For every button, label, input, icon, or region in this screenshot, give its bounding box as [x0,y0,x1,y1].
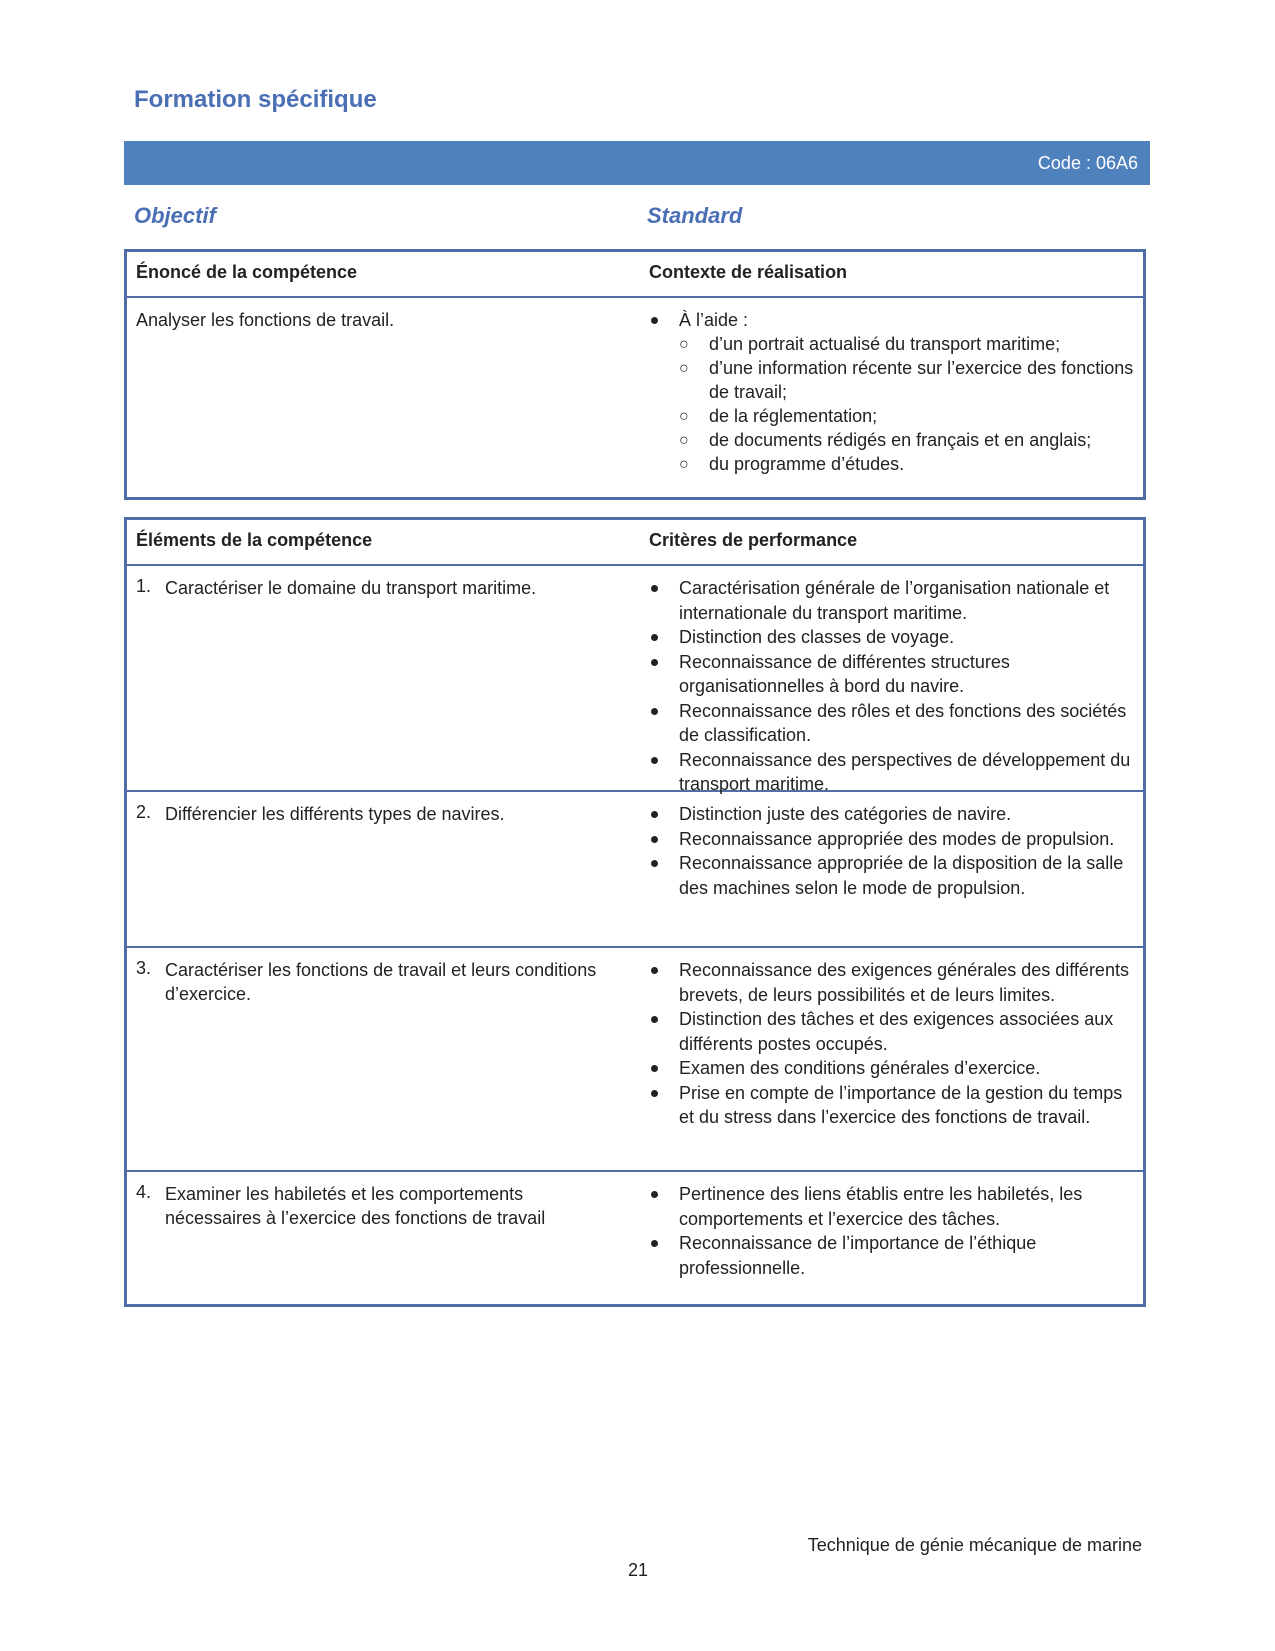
bullet-icon [651,811,658,818]
bullet-icon [651,1090,658,1097]
code-bar [124,141,1150,185]
criterion-text: Reconnaissance de l’importance de l’éthique professionnelle. [679,1233,1037,1278]
aide-intro [649,308,1139,332]
criterion-item [649,1081,1141,1130]
aide-item-text: du programme d’études. [709,454,905,474]
criterion-item [649,1231,1141,1280]
criteria-list [649,958,1141,1130]
circle-bullet-icon: ○ [679,336,689,353]
criterion-item [649,827,1141,852]
aide-item [649,452,1139,476]
bullet-icon [651,1016,658,1023]
competence-table [124,249,1146,500]
criterion-text: Distinction des tâches et des exigences associées aux différents postes occupés. [679,1009,1114,1054]
elements-header [127,520,1143,566]
criterion-text: Distinction juste des catégories de navire. [679,804,1012,824]
elements-table [124,517,1146,1307]
aide-intro-text: À l’aide : [679,310,749,330]
element-number: 2. [136,802,152,822]
criterion-item [649,1182,1141,1231]
criterion-item [649,1007,1141,1056]
criterion-text: Prise en compte de l’importance de la gestion du temps et du stress dans l’exercice des fonctions de travail. [679,1082,1123,1127]
circle-bullet-icon: ○ [679,360,689,377]
table-row [127,792,1143,948]
element-text: Différencier les différents types de navires. [165,804,505,824]
bullet-icon [651,860,658,867]
aide-item [649,356,1139,404]
element-text: Examiner les habiletés et les comportements nécessaires à l’exercice des fonctions de travail [165,1184,546,1228]
competence-header [127,252,1143,298]
criterion-text: Reconnaissance des exigences générales des différents brevets, de leurs possibilités et de leurs limites. [679,960,1129,1005]
criterion-item [649,650,1141,699]
criterion-text: Caractérisation générale de l’organisation nationale et internationale du transport maritime. [679,578,1110,623]
aide-item-text: d’un portrait actualisé du transport maritime; [709,334,1061,354]
aide-item-text: de documents rédigés en français et en anglais; [709,430,1092,450]
aide-item-text: de la réglementation; [709,406,878,426]
criterion-text: Reconnaissance appropriée de la disposition de la salle des machines selon le mode de propulsion. [679,853,1124,898]
aide-item [649,404,1139,428]
bullet-icon [651,317,658,324]
contexte-header: Contexte de réalisation [649,262,848,282]
footer-program: Technique de génie mécanique de marine [807,1535,1142,1555]
aide-item [649,332,1139,356]
bullet-icon [651,1191,658,1198]
objectif-label: Objectif [134,203,216,228]
element-text: Caractériser le domaine du transport maritime. [165,578,537,598]
criterion-text: Reconnaissance des rôles et des fonctions des sociétés de classification. [679,700,1127,745]
circle-bullet-icon: ○ [679,456,689,473]
bullet-icon [651,1240,658,1247]
page-number: 21 [628,1560,649,1580]
table-row [127,948,1143,1172]
code-label: Code : 06A6 [1037,153,1138,173]
aide-item [649,428,1139,452]
criteria-header: Critères de performance [649,530,858,550]
criterion-item [649,625,1141,650]
bullet-icon [651,585,658,592]
bullet-icon [651,708,658,715]
element-number: 4. [136,1182,152,1202]
enonce-text: Analyser les fonctions de travail. [136,310,395,330]
table-row [127,566,1143,792]
table-row [127,1172,1143,1312]
contexte-cell [649,308,1139,476]
bullet-icon [651,836,658,843]
enonce-header: Énoncé de la compétence [136,262,358,282]
aide-list [649,332,1139,476]
standard-label: Standard [647,203,743,228]
element-text: Caractériser les fonctions de travail et leurs conditions d’exercice. [165,960,597,1004]
bullet-icon [651,967,658,974]
criteria-list [649,1182,1141,1280]
circle-bullet-icon: ○ [679,408,689,425]
criteria-list [649,802,1141,900]
criterion-item [649,699,1141,748]
bullet-icon [651,757,658,764]
criteria-list [649,576,1141,797]
criterion-text: Distinction des classes de voyage. [679,627,955,647]
bullet-icon [651,659,658,666]
bullet-icon [651,1065,658,1072]
aide-item-text: d’une information récente sur l’exercice des fonctions de travail; [709,358,1134,402]
elements-header-left: Éléments de la compétence [136,530,373,550]
criterion-item [649,851,1141,900]
criterion-item [649,802,1141,827]
element-number: 1. [136,576,152,596]
criterion-text: Reconnaissance appropriée des modes de propulsion. [679,828,1115,849]
criterion-item [649,1056,1141,1081]
criterion-text: Examen des conditions générales d’exercice. [679,1058,1041,1078]
bullet-icon [651,634,658,641]
criterion-text: Reconnaissance des perspectives de développement du transport maritime. [679,749,1131,794]
elements-rows [127,566,1143,1312]
criterion-item [649,748,1141,797]
element-number: 3. [136,958,152,978]
criterion-text: Pertinence des liens établis entre les habiletés, les comportements et l’exercice des tâches. [679,1184,1083,1229]
page-title: Formation spécifique [134,86,377,113]
criterion-item [649,958,1141,1007]
criterion-item [649,576,1141,625]
criterion-text: Reconnaissance de différentes structures organisationnelles à bord du navire. [679,651,1010,696]
circle-bullet-icon: ○ [679,432,689,449]
